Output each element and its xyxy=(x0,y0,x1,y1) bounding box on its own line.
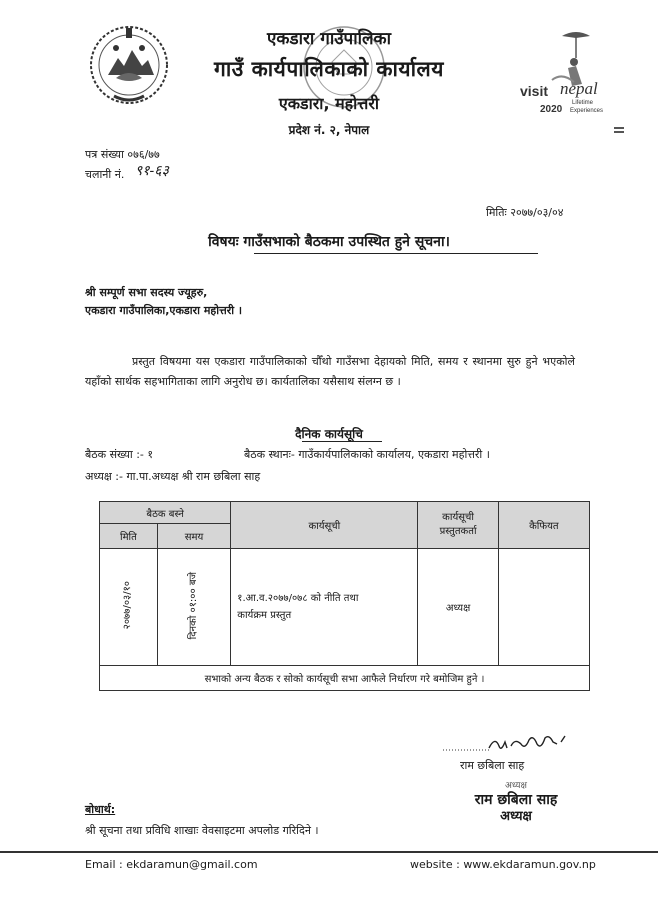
cc-title: बोधार्थ: xyxy=(85,803,116,816)
presenter-header-cell xyxy=(418,502,498,549)
row-time: दिनको ०१:०० बजे xyxy=(188,571,200,640)
row-date: २०७७/०३/१० xyxy=(122,581,134,630)
group-header-cell: बैठक बस्ने xyxy=(100,502,231,524)
row-remarks-cell xyxy=(498,549,589,666)
cc-text: श्री सूचना तथा प्रविधि शाखाः वेवसाइटमा अपलोड गरिदिने । xyxy=(85,824,319,837)
municipality-name: एकडारा गाउँपालिका xyxy=(267,29,391,49)
letter-subject: विषयः गाउँसभाको बैठकमा उपस्थित हुने सूचना। xyxy=(208,234,450,250)
row-time-cell xyxy=(157,549,230,666)
signatory-name: राम छबिला साह xyxy=(460,759,525,772)
time-header-cell: समय xyxy=(157,524,230,549)
row-agenda-cell xyxy=(231,549,418,666)
dispatch-label: चलानी नं. xyxy=(85,168,125,181)
letter-date: मितिः २०७७/०३/०४ xyxy=(486,206,564,219)
addressee-line-1: श्री सम्पूर्ण सभा सदस्य ज्यूहरु, xyxy=(85,286,208,299)
letter-number: पत्र संख्या ०७६/७७ xyxy=(85,148,160,161)
dispatch-number: ९१-६३ xyxy=(135,163,169,179)
province-name: प्रदेश नं. २, नेपाल xyxy=(288,123,370,137)
subject-underline xyxy=(254,253,538,254)
year-text: 2020 xyxy=(540,104,563,115)
footer-email: Email : ekdaramun@gmail.com xyxy=(85,858,258,871)
footer-divider xyxy=(0,851,658,853)
tagline-text-1: Lifetime xyxy=(572,100,594,106)
agenda-title: दैनिक कार्यसूचि xyxy=(295,427,363,441)
letter-body: प्रस्तुत विषयमा यस एकडारा गाउँपालिकाको चौँथो गाउँसभा देहायको मिति, समय र स्थानमा सुरु हुने भएकोले यहाँको सार्थक सहभागिताका लागि अनुरोध छ। कार्यतालिका यसैसाथ संलग्न छ । xyxy=(85,355,575,388)
remarks-header-cell: कैफियत xyxy=(498,502,589,549)
seal-title: अध्यक्ष xyxy=(500,809,532,824)
visit-text: visit xyxy=(520,83,549,99)
office-name: गाउँ कार्यपालिकाको कार्यालय xyxy=(214,57,444,81)
footer-website: website : www.ekdaramun.gov.np xyxy=(410,858,596,871)
agenda-table xyxy=(99,501,590,691)
presenter-header-text: कार्यसूची प्रस्तुतकर्ता xyxy=(439,512,477,538)
addressee-line-2: एकडारा गाउँपालिका,एकडारा महोत्तरी । xyxy=(85,304,243,317)
row-date-cell xyxy=(100,549,158,666)
row-agenda: १.आ.व.२०७७/०७८ को नीति तथा कार्यक्रम प्रस्तुत xyxy=(237,593,359,622)
meeting-place: बैठक स्थानः- गाउँकार्यपालिकाको कार्यालय, एकडारा महोत्तरी । xyxy=(244,448,490,461)
handwritten-signature xyxy=(441,730,576,758)
meeting-chair: अध्यक्ष :- गा.पा.अध्यक्ष श्री राम छबिला साह xyxy=(85,470,261,483)
meeting-number: बैठक संख्या :- १ xyxy=(85,448,154,461)
agenda-header-cell: कार्यसूची xyxy=(231,502,418,549)
signatory-seal: अध्यक्ष राम छबिला साह अध्यक्ष xyxy=(458,781,574,828)
dispatch-number-handwritten xyxy=(135,160,197,180)
nepal-text: nepal xyxy=(560,79,598,98)
tagline-text-2: Experiences xyxy=(570,108,604,114)
table-row xyxy=(100,549,590,666)
office-address: एकडारा, महोत्तरी xyxy=(278,94,380,113)
seal-name: राम छबिला साह xyxy=(474,792,558,808)
agenda-title-underline xyxy=(302,441,382,442)
row-presenter-cell: अध्यक्ष xyxy=(418,549,498,666)
date-header-cell: मिति xyxy=(100,524,158,549)
scan-mark xyxy=(614,127,624,133)
table-footer-note: सभाको अन्य बैठक र सोको कार्यसूची सभा आफैले निर्धारण गरे बमोजिम हुने । xyxy=(100,665,590,690)
